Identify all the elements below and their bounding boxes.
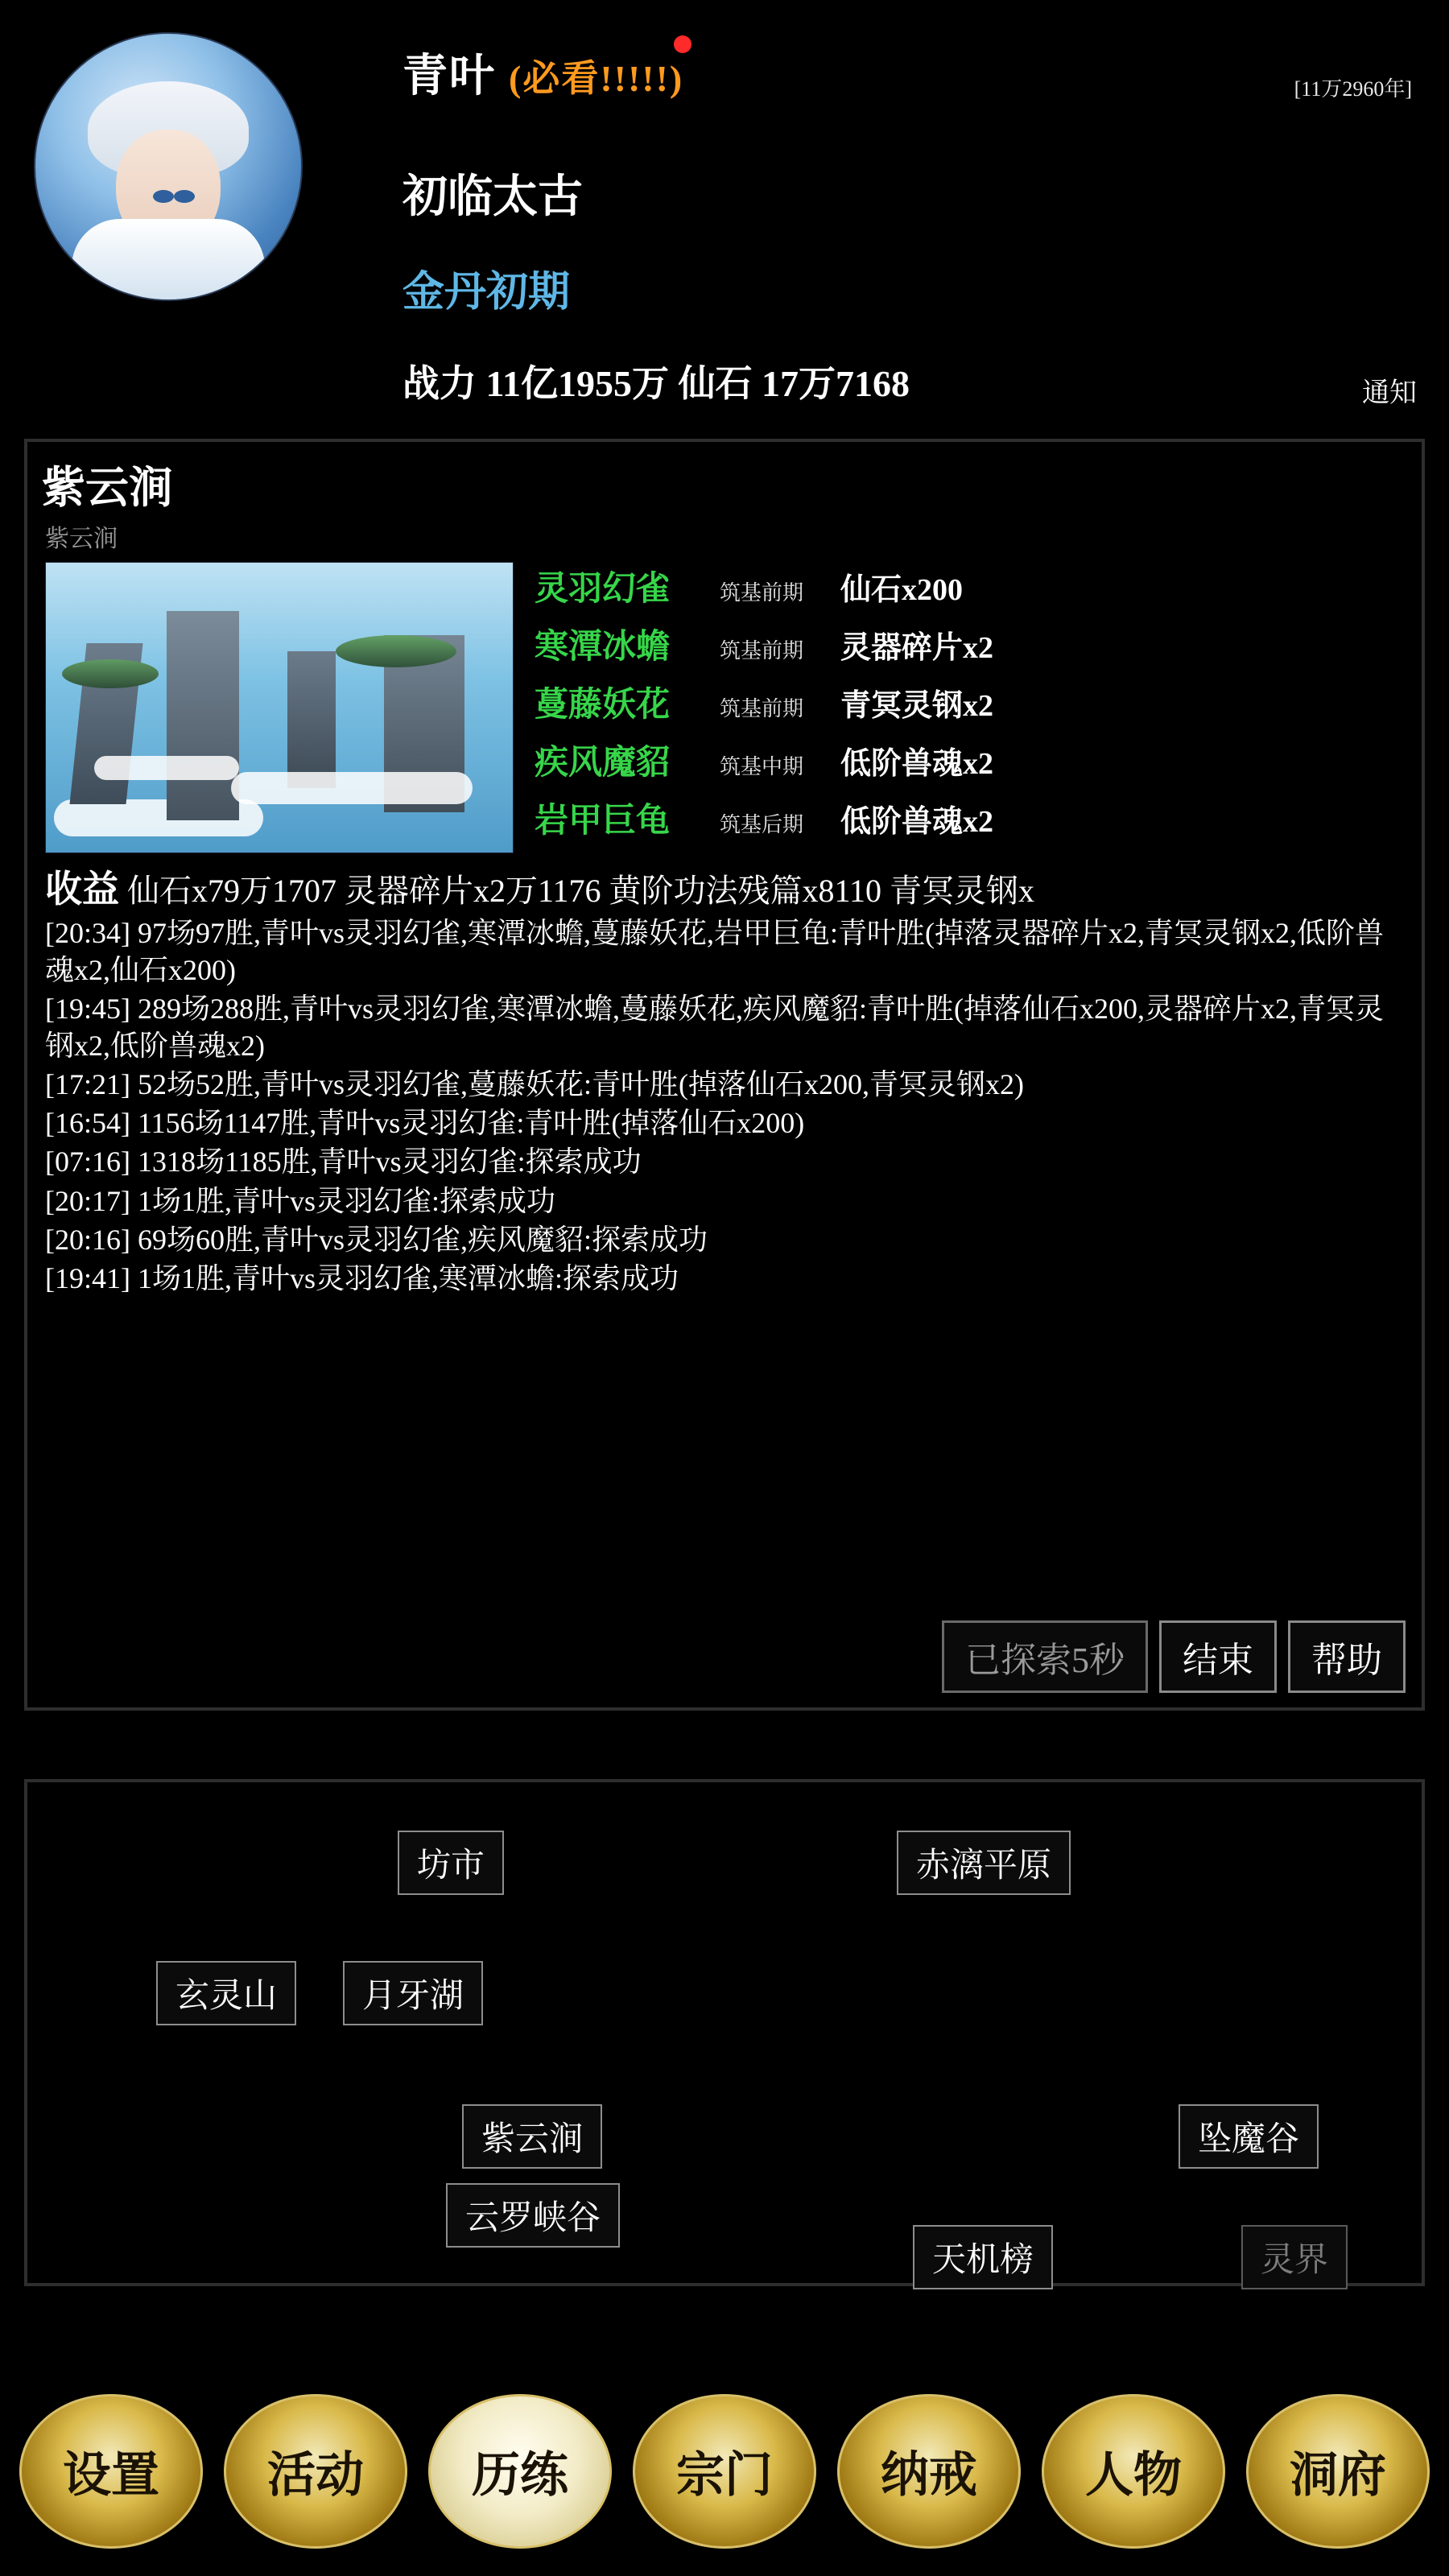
nav-cave[interactable]: 洞府 xyxy=(1246,2394,1430,2549)
list-item xyxy=(535,794,1422,842)
avatar[interactable] xyxy=(34,32,303,301)
player-name-line xyxy=(402,40,691,105)
monster-name: 寒潭冰蟾 xyxy=(535,629,671,666)
red-dot-icon xyxy=(674,35,691,53)
list-item xyxy=(535,678,1422,726)
monster-drop: 仙石x200 xyxy=(840,573,964,607)
avatar-eye-left xyxy=(153,190,174,203)
monster-drop: 低阶兽魂x2 xyxy=(840,747,994,781)
map-location-zhuimogu[interactable]: 坠魔谷 xyxy=(1179,2104,1319,2169)
avatar-eye-right xyxy=(174,190,195,203)
income-value: 仙石x79万1707 灵器碎片x2万1176 黄阶功法残篇x8110 青冥灵钢x xyxy=(127,873,1035,909)
nav-settings[interactable]: 设置 xyxy=(19,2394,203,2549)
nav-character[interactable]: 人物 xyxy=(1042,2394,1225,2549)
monster-level: 筑基前期 xyxy=(720,639,804,663)
monster-drop: 灵器碎片x2 xyxy=(840,631,994,665)
map-location-ziyunjian[interactable]: 紫云涧 xyxy=(462,2104,602,2169)
bottom-nav xyxy=(0,2394,1449,2555)
cloud-shape xyxy=(231,772,473,804)
map-location-yunluoxiagu[interactable]: 云罗峡谷 xyxy=(446,2183,620,2248)
log-entry: [19:41] 1场1胜,青叶vs灵羽幻雀,寒潭冰蟾:探索成功 xyxy=(45,1261,679,1294)
monster-drop: 低阶兽魂x2 xyxy=(840,805,994,839)
list-item xyxy=(535,736,1422,784)
notice-button[interactable]: 通知 xyxy=(1362,378,1417,408)
log-entry: [20:34] 97场97胜,青叶vs灵羽幻雀,寒潭冰蟾,蔓藤妖花,岩甲巨龟:青叶胜(掉落灵器碎片x2,青冥灵钢x2,低阶兽魂x2,仙石x200) xyxy=(45,917,1384,987)
map-location-tianjibang[interactable]: 天机榜 xyxy=(913,2225,1053,2289)
realm-title: 初临太古 xyxy=(402,172,583,222)
monster-drop: 青冥灵钢x2 xyxy=(840,689,994,723)
monster-level: 筑基前期 xyxy=(720,697,804,720)
monster-level: 筑基后期 xyxy=(720,813,804,836)
map-location-fangshi[interactable]: 坊市 xyxy=(398,1831,504,1895)
monster-name: 蔓藤妖花 xyxy=(535,687,671,724)
map-location-lingjie[interactable]: 灵界 xyxy=(1241,2225,1348,2289)
log-entry: [07:16] 1318场1185胜,青叶vs灵羽幻雀:探索成功 xyxy=(45,1146,642,1179)
monster-name: 灵羽幻雀 xyxy=(535,571,671,608)
log-entry: [20:16] 69场60胜,青叶vs灵羽幻雀,疾风魔貂:探索成功 xyxy=(45,1223,708,1256)
nav-training[interactable]: 历练 xyxy=(428,2394,612,2549)
battle-log[interactable] xyxy=(27,913,1422,1319)
exploration-panel xyxy=(24,439,1425,1711)
map-location-chiliPingyuan[interactable]: 赤漓平原 xyxy=(897,1831,1071,1895)
encounter-row xyxy=(27,554,1422,853)
monster-name: 岩甲巨龟 xyxy=(535,803,671,840)
game-year: [11万2960年] xyxy=(1294,77,1412,101)
list-item xyxy=(535,620,1422,668)
income-line xyxy=(27,853,1422,913)
avatar-body xyxy=(72,219,265,301)
help-button[interactable]: 帮助 xyxy=(1288,1620,1406,1693)
player-name: 青叶 xyxy=(402,52,496,101)
log-entry: [16:54] 1156场1147胜,青叶vs灵羽幻雀:青叶胜(掉落仙石x200) xyxy=(45,1107,805,1140)
nav-activity[interactable]: 活动 xyxy=(224,2394,407,2549)
log-entry: [20:17] 1场1胜,青叶vs灵羽幻雀:探索成功 xyxy=(45,1184,555,1217)
encounter-list xyxy=(514,562,1422,853)
map-panel xyxy=(24,1779,1425,2286)
player-stats: 战力 11亿1955万 仙石 17万7168 xyxy=(402,363,910,404)
floating-island xyxy=(336,635,456,667)
monster-level: 筑基中期 xyxy=(720,755,804,778)
nav-sect[interactable]: 宗门 xyxy=(633,2394,816,2549)
monster-name: 疾风魔貂 xyxy=(535,745,671,782)
realm-stage: 金丹初期 xyxy=(402,270,571,316)
list-item xyxy=(535,562,1422,610)
log-entry: [17:21] 52场52胜,青叶vs灵羽幻雀,蔓藤妖花:青叶胜(掉落仙石x200,青冥灵钢x2) xyxy=(45,1068,1024,1101)
log-entry-clipped xyxy=(45,1298,1407,1319)
panel-subtitle: 紫云涧 xyxy=(45,526,118,552)
map-location-yueyahu[interactable]: 月牙湖 xyxy=(343,1961,483,2025)
location-image xyxy=(45,562,514,853)
peak-shape xyxy=(167,611,239,820)
floating-island xyxy=(62,659,159,688)
income-label: 收益 xyxy=(45,869,119,910)
header xyxy=(0,0,1449,419)
log-entry: [19:45] 289场288胜,青叶vs灵羽幻雀,寒潭冰蟾,蔓藤妖花,疾风魔貂:青叶胜(掉落仙石x200,灵器碎片x2,青冥灵钢x2,低阶兽魂x2) xyxy=(45,993,1384,1063)
cloud-shape xyxy=(94,756,239,780)
peak-shape xyxy=(287,651,336,788)
nav-storage-ring[interactable]: 纳戒 xyxy=(837,2394,1021,2549)
panel-button-group xyxy=(942,1620,1406,1693)
map-location-xuanlingshan[interactable]: 玄灵山 xyxy=(156,1961,296,2025)
explore-status-button[interactable]: 已探索5秒 xyxy=(942,1620,1148,1693)
monster-level: 筑基前期 xyxy=(720,581,804,605)
end-button[interactable]: 结束 xyxy=(1159,1620,1277,1693)
panel-title: 紫云涧 xyxy=(42,464,172,512)
player-warning: (必看!!!!!) xyxy=(509,58,684,99)
